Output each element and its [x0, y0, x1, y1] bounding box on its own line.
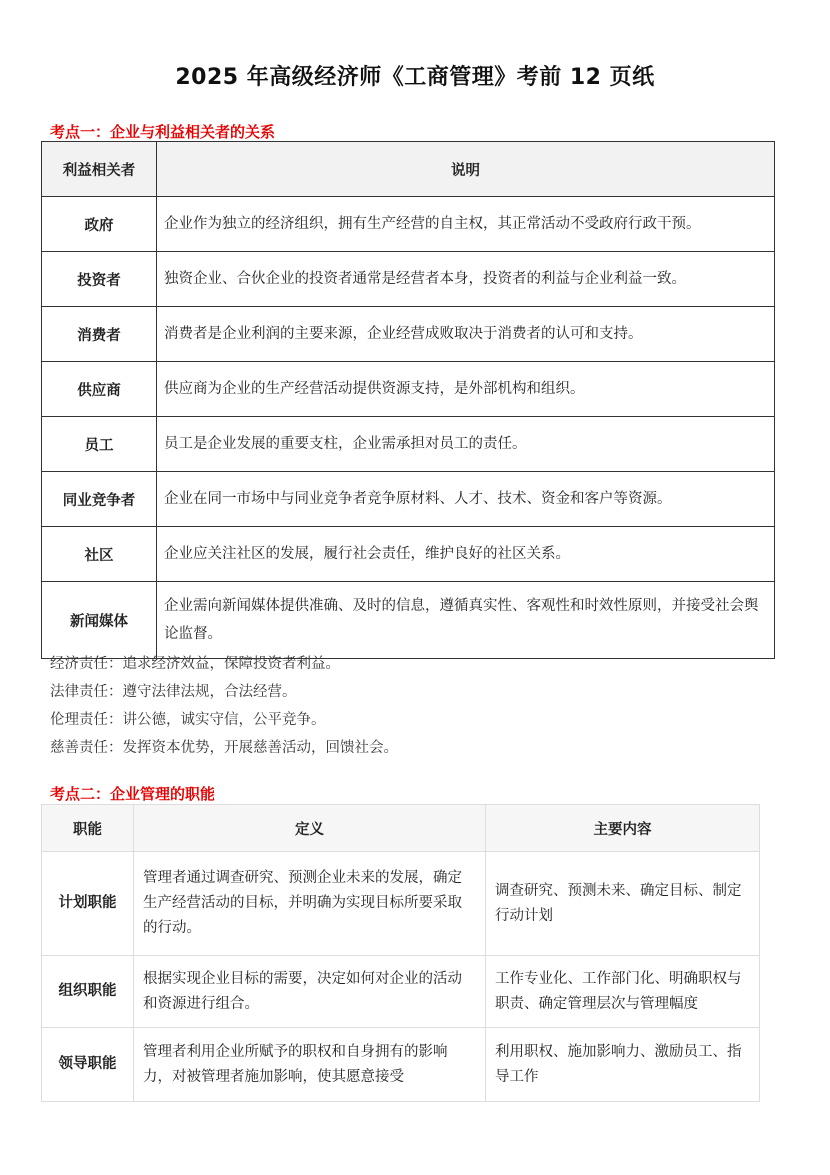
column-header: 说明 [157, 142, 775, 197]
stakeholder-name: 投资者 [42, 252, 157, 307]
table-row [42, 582, 775, 659]
note-line: 法律责任：遵守法律法规，合法经营。 [50, 684, 297, 700]
management-functions-table [41, 804, 760, 1102]
stakeholder-name: 供应商 [42, 362, 157, 417]
table-row [42, 956, 760, 1028]
stakeholder-desc: 供应商为企业的生产经营活动提供资源支持，是外部机构和组织。 [157, 362, 775, 417]
table-row [42, 527, 775, 582]
table-row [42, 472, 775, 527]
stakeholder-desc: 企业需向新闻媒体提供准确、及时的信息，遵循真实性、客观性和时效性原则，并接受社会舆论监督。 [157, 582, 775, 659]
table-header-row [42, 805, 760, 852]
stakeholder-desc: 员工是企业发展的重要支柱，企业需承担对员工的责任。 [157, 417, 775, 472]
stakeholder-name: 同业竞争者 [42, 472, 157, 527]
function-definition: 管理者利用企业所赋予的职权和自身拥有的影响力，对被管理者施加影响，使其愿意接受 [134, 1028, 486, 1102]
note-line: 经济责任：追求经济效益，保障投资者利益。 [50, 656, 340, 672]
stakeholder-desc: 企业应关注社区的发展，履行社会责任，维护良好的社区关系。 [157, 527, 775, 582]
column-header: 定义 [134, 805, 486, 852]
table-row [42, 197, 775, 252]
section2-heading: 考点二：企业管理的职能 [50, 785, 216, 803]
section1-heading: 考点一：企业与利益相关者的关系 [50, 123, 276, 141]
function-name: 组织职能 [42, 956, 134, 1028]
stakeholder-name: 社区 [42, 527, 157, 582]
table-row [42, 307, 775, 362]
function-name: 领导职能 [42, 1028, 134, 1102]
note-line: 慈善责任：发挥资本优势，开展慈善活动，回馈社会。 [50, 740, 398, 756]
column-header: 利益相关者 [42, 142, 157, 197]
function-content: 工作专业化、工作部门化、明确职权与职责、确定管理层次与管理幅度 [486, 956, 760, 1028]
stakeholder-desc: 消费者是企业利润的主要来源，企业经营成败取决于消费者的认可和支持。 [157, 307, 775, 362]
function-definition: 根据实现企业目标的需要，决定如何对企业的活动和资源进行组合。 [134, 956, 486, 1028]
stakeholder-desc: 企业作为独立的经济组织，拥有生产经营的自主权，其正常活动不受政府行政干预。 [157, 197, 775, 252]
function-definition: 管理者通过调查研究、预测企业未来的发展，确定生产经营活动的目标，并明确为实现目标所要采取的行动。 [134, 852, 486, 956]
stakeholder-name: 政府 [42, 197, 157, 252]
responsibility-notes [50, 650, 398, 762]
function-content: 利用职权、施加影响力、激励员工、指导工作 [486, 1028, 760, 1102]
stakeholder-desc: 独资企业、合伙企业的投资者通常是经营者本身，投资者的利益与企业利益一致。 [157, 252, 775, 307]
table-row [42, 852, 760, 956]
column-header: 职能 [42, 805, 134, 852]
column-header: 主要内容 [486, 805, 760, 852]
document-title: 2025 年高级经济师《工商管理》考前 12 页纸 [175, 65, 655, 90]
table-row [42, 417, 775, 472]
table-header-row [42, 142, 775, 197]
stakeholder-name: 消费者 [42, 307, 157, 362]
table-row [42, 362, 775, 417]
function-name: 计划职能 [42, 852, 134, 956]
stakeholder-name: 员工 [42, 417, 157, 472]
table-row [42, 1028, 760, 1102]
stakeholder-desc: 企业在同一市场中与同业竞争者竞争原材料、人才、技术、资金和客户等资源。 [157, 472, 775, 527]
table-row [42, 252, 775, 307]
function-content: 调查研究、预测未来、确定目标、制定行动计划 [486, 852, 760, 956]
stakeholder-name: 新闻媒体 [42, 582, 157, 659]
stakeholder-table [41, 141, 775, 659]
note-line: 伦理责任：讲公德，诚实守信，公平竞争。 [50, 712, 326, 728]
